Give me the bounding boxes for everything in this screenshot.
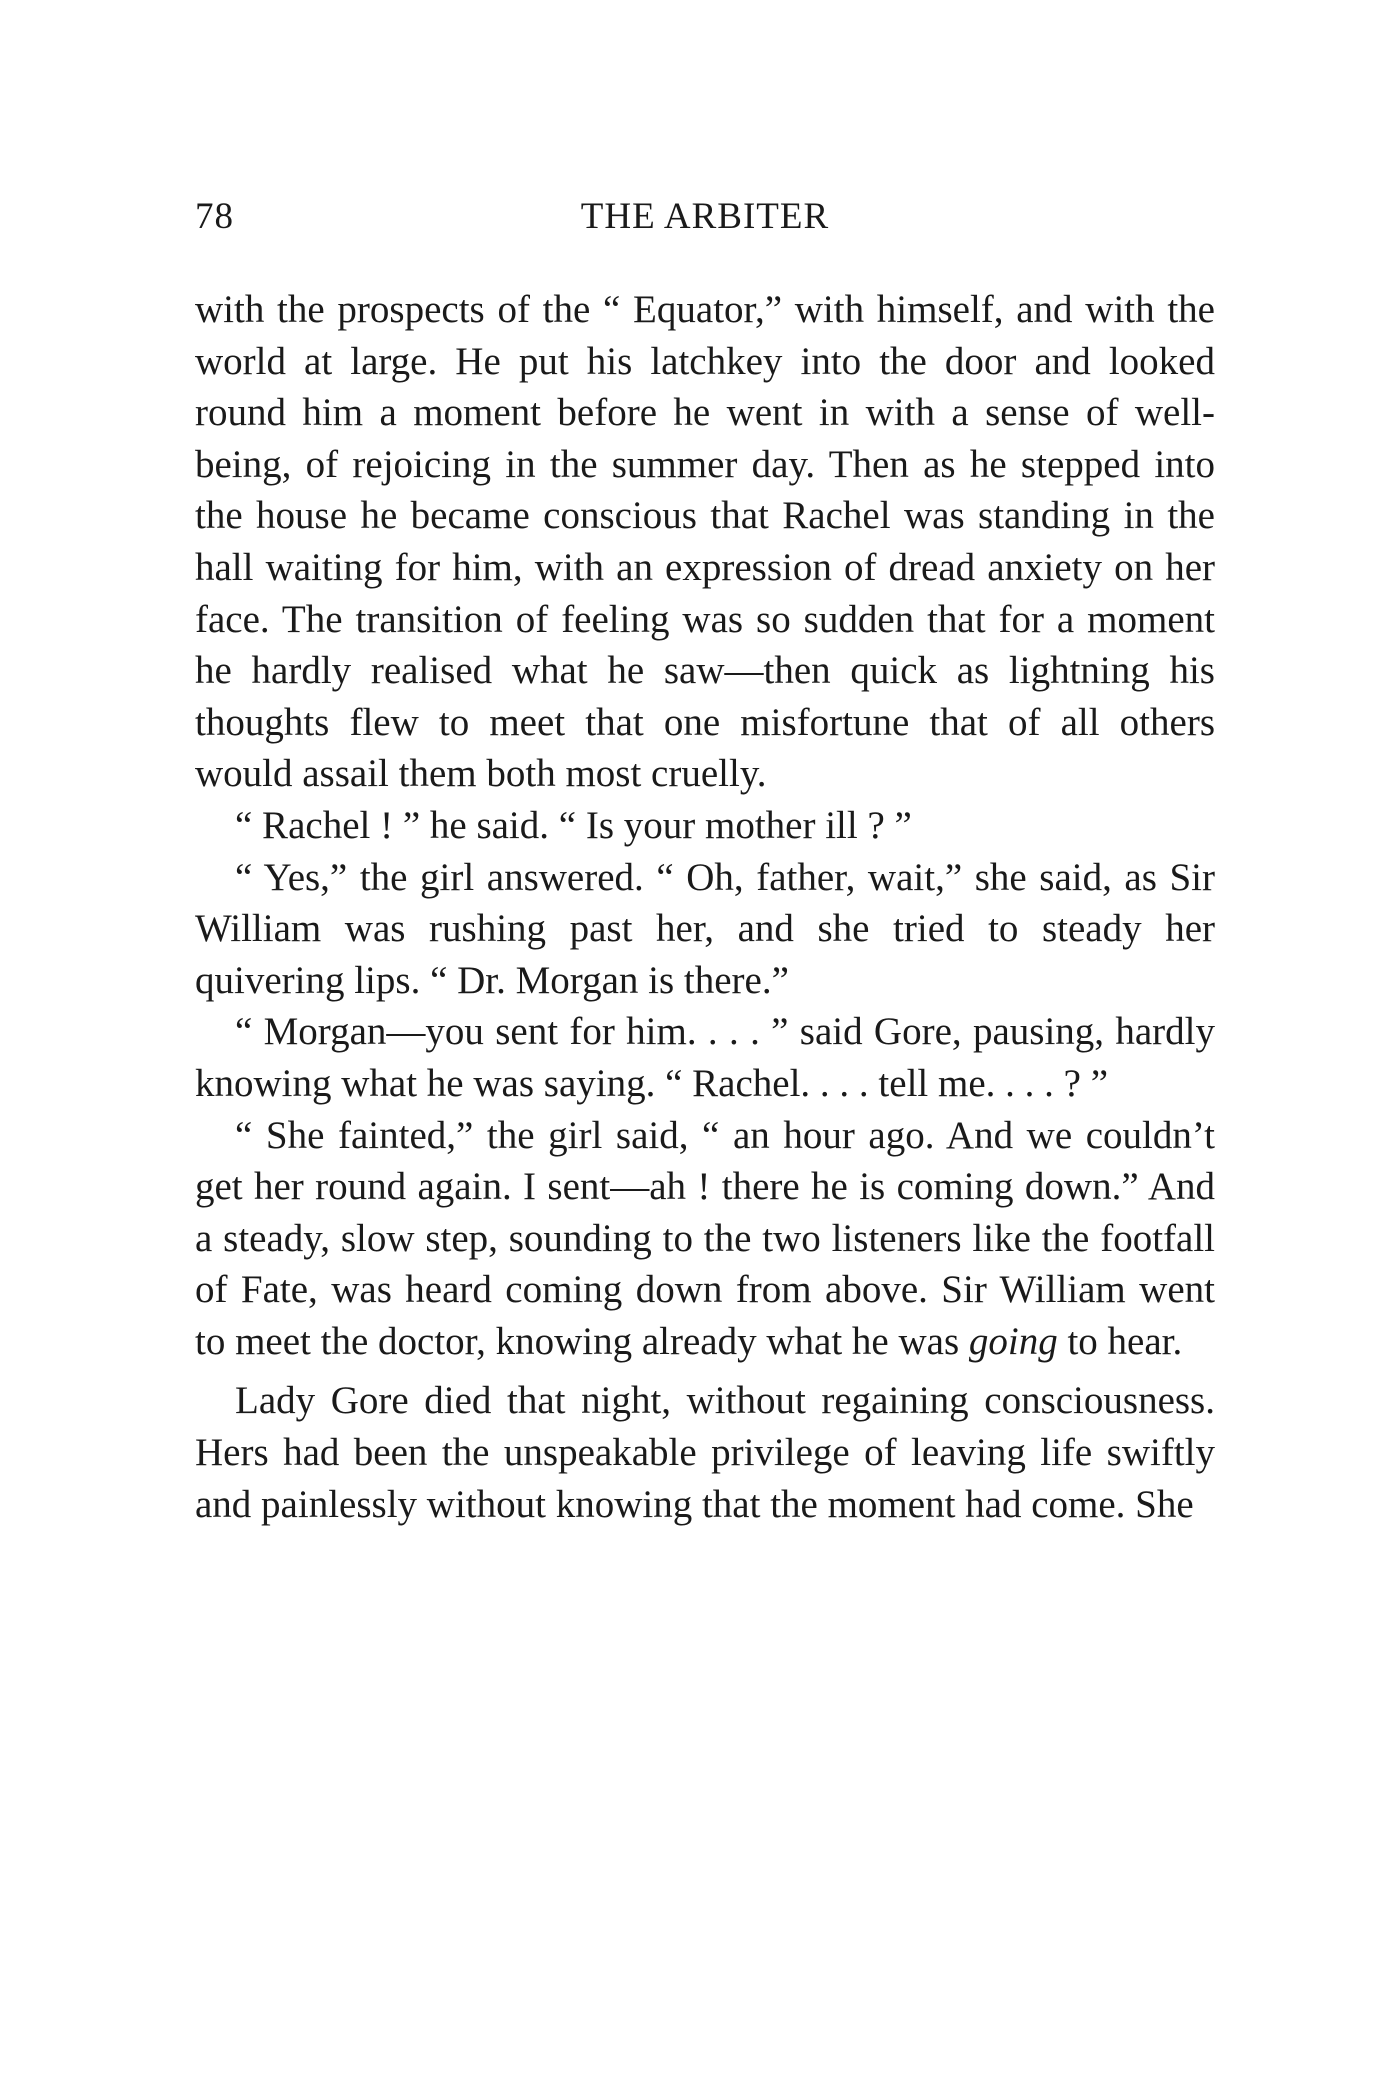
page-number: 78 <box>195 196 234 237</box>
running-title: THE ARBITER <box>580 196 830 237</box>
italic-word: going <box>968 1319 1058 1363</box>
running-head <box>195 195 1215 245</box>
paragraph: “ Rachel ! ” he said. “ Is your mother ill ? ” <box>235 803 912 847</box>
paragraph: “ Yes,” the girl answered. “ Oh, father, wait,” she said, as Sir William was rushing past her, and she tried to steady her quivering lips. “ Dr. Morgan is there.” <box>195 855 1215 1002</box>
paragraph <box>195 1110 1215 1368</box>
paragraph-text: to hear. <box>1057 1319 1183 1363</box>
paragraph: Lady Gore died that night, without regaining consciousness. Hers had been the unspeakable privilege of leaving life swiftly and painlessly without knowing that the moment had come. She <box>195 1379 1215 1526</box>
body-text <box>195 284 1215 1530</box>
paragraph: “ Morgan—you sent for him. . . . ” said Gore, pausing, hardly knowing what he was saying. “ Rachel. . . . tell me. . . . ? ” <box>195 1010 1215 1105</box>
paragraph: with the prospects of the “ Equator,” with himself, and with the world at large. He put his latchkey into the door and looked round him a moment before he went in with a sense of well-being, of rejoicing in the summer day. Then as he stepped into the house he became conscious that Rachel was standing in the hall waiting for him, with an expression of dread anxiety on her face. The transition of feeling was so sudden that for a moment he hardly realised what he saw—then quick as lightning his thoughts flew to meet that one misfortune that of all others would assail them both most cruelly. <box>195 288 1215 796</box>
paragraph-text: “ She fainted,” the girl said, “ an hour ago. And we couldn’t get her round again. I sent—ah ! there he is coming down.” And a steady, slow step, sounding to the two listeners like the footfall of Fate, was heard coming down from above. Sir William went to meet the doctor, knowing already what he was <box>195 1113 1215 1363</box>
